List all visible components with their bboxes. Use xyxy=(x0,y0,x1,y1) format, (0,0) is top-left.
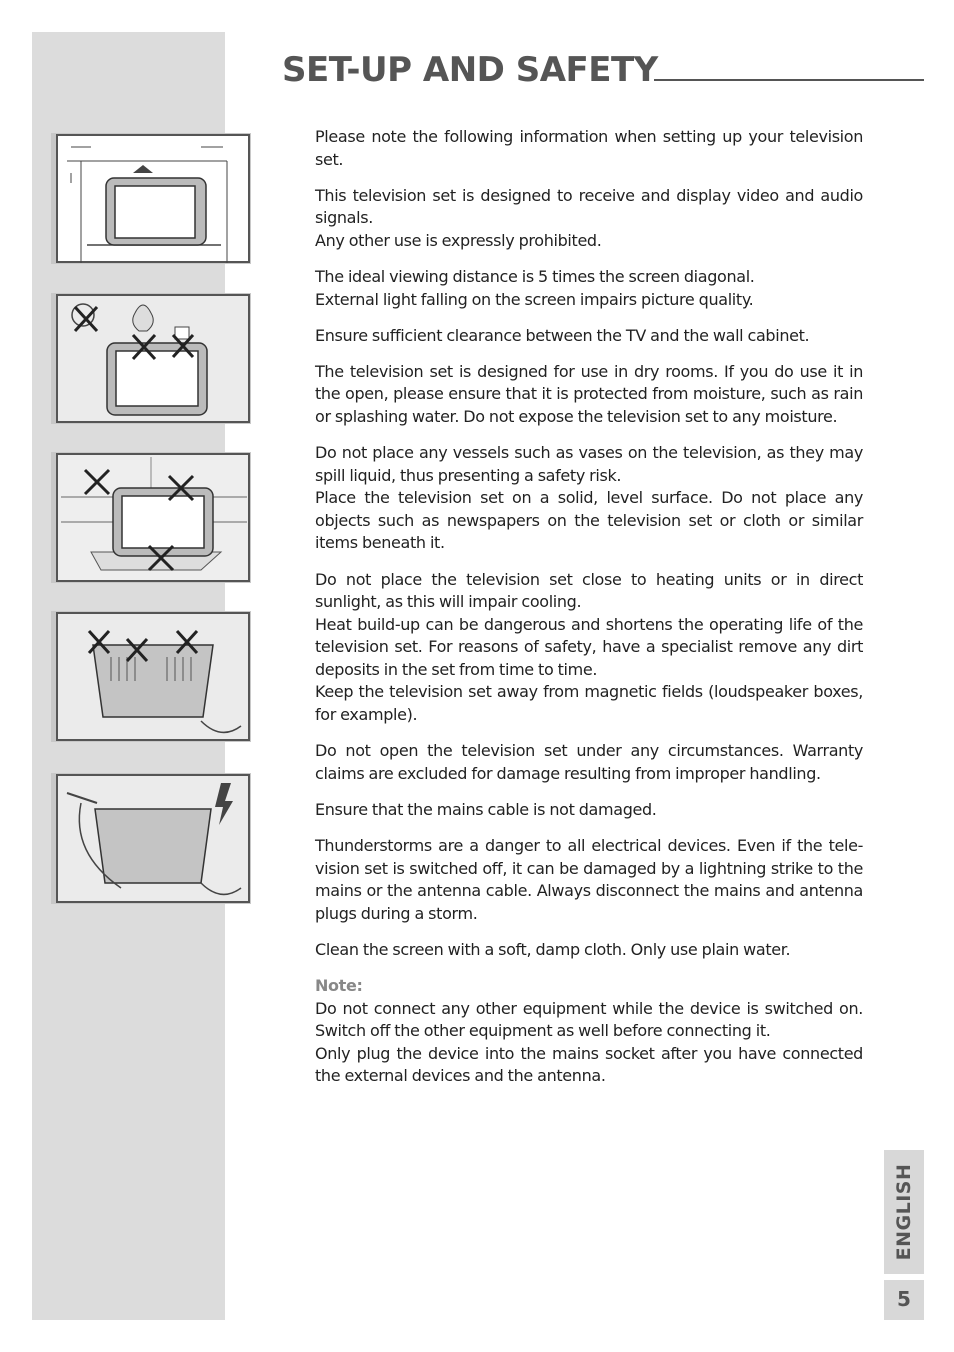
paragraph-line: Ensure that the mains cable is not damaged. xyxy=(315,799,657,819)
illustration-ventilation xyxy=(51,611,251,742)
illustration-cabinet-clearance xyxy=(51,133,251,264)
paragraph-line: The television set is designed for use in dry rooms. If you do use it in the open, please ensure that it is protected from moisture, such as rain or splashing water. Do not expose the television set to any moisture. xyxy=(315,361,863,426)
language-tab xyxy=(884,1150,924,1274)
paragraph-line: Clean the screen with a soft, damp cloth. Only use plain water. xyxy=(315,939,791,959)
page-number: 5 xyxy=(897,1287,911,1311)
paragraph xyxy=(315,799,863,822)
paragraph-line: Do not place any vessels such as vases on the television, as they may spill liquid, thus presenting a safety risk. xyxy=(315,443,863,485)
illustration-moisture xyxy=(51,293,251,424)
page-number-tab xyxy=(884,1280,924,1320)
cabinet-clearance-drawing xyxy=(51,133,251,264)
paragraph xyxy=(315,325,863,348)
page-title: SET-UP AND SAFETY xyxy=(282,50,658,90)
paragraph xyxy=(315,835,863,925)
surface-drawing xyxy=(51,452,251,583)
paragraph xyxy=(315,266,863,311)
paragraph xyxy=(315,740,863,785)
paragraph xyxy=(315,185,863,253)
paragraph-line: Do not place the television set close to heating units or in direct sunlight, as this will impair cooling. xyxy=(315,569,863,612)
paragraph-line: External light falling on the screen impairs picture quality. xyxy=(315,289,754,309)
paragraph-line: Thunderstorms are a danger to all electrical devices. Even if the tele-vision set is switched off, it can be damaged by a lightning strike to the mains or the antenna cable. Always disconnect the mains and antenna plugs during a storm. xyxy=(315,835,863,923)
paragraph-line: Place the television set on a solid, level surface. Do not place any objects such as newspapers on the television set or cloth or similar items beneath it. xyxy=(315,488,863,553)
paragraph xyxy=(315,361,863,429)
paragraph xyxy=(315,939,863,962)
moisture-drawing xyxy=(51,293,251,424)
paragraph-line: Please note the following information when setting up your television set. xyxy=(315,127,863,169)
page-header xyxy=(282,50,924,90)
ventilation-drawing xyxy=(51,611,251,742)
paragraph-line: Ensure sufficient clearance between the TV and the wall cabinet. xyxy=(315,325,810,345)
note-heading: Note: xyxy=(315,975,363,995)
paragraph xyxy=(315,442,863,555)
paragraph-line: The ideal viewing distance is 5 times the screen diagonal. xyxy=(315,266,755,286)
paragraph xyxy=(315,126,863,171)
illustration-surface xyxy=(51,452,251,583)
paragraph xyxy=(315,569,863,727)
note-line: Only plug the device into the mains socket after you have connected the external devices and the antenna. xyxy=(315,1043,863,1086)
paragraph-line: Heat build-up can be dangerous and shortens the operating life of the television set. For reasons of safety, have a specialist remove any dirt deposits in the set from time to time. xyxy=(315,614,863,679)
language-label: ENGLISH xyxy=(893,1163,915,1261)
title-rule xyxy=(654,79,924,81)
paragraph-line: This television set is designed to receive and display video and audio signals. xyxy=(315,185,863,228)
paragraph-line: Do not open the television set under any circumstances. Warranty claims are excluded for damage resulting from improper handling. xyxy=(315,741,863,783)
safety-text xyxy=(315,126,863,1101)
note-line: Do not connect any other equipment while the device is switched on. Switch off the other equipment as well before connecting it. xyxy=(315,998,863,1041)
paragraph-line: Any other use is expressly prohibited. xyxy=(315,230,602,250)
note-block xyxy=(315,975,863,1088)
illustration-thunderstorm xyxy=(51,773,251,904)
thunderstorm-drawing xyxy=(51,773,251,904)
paragraph-line: Keep the television set away from magnetic fields (loudspeaker boxes, for example). xyxy=(315,682,863,725)
